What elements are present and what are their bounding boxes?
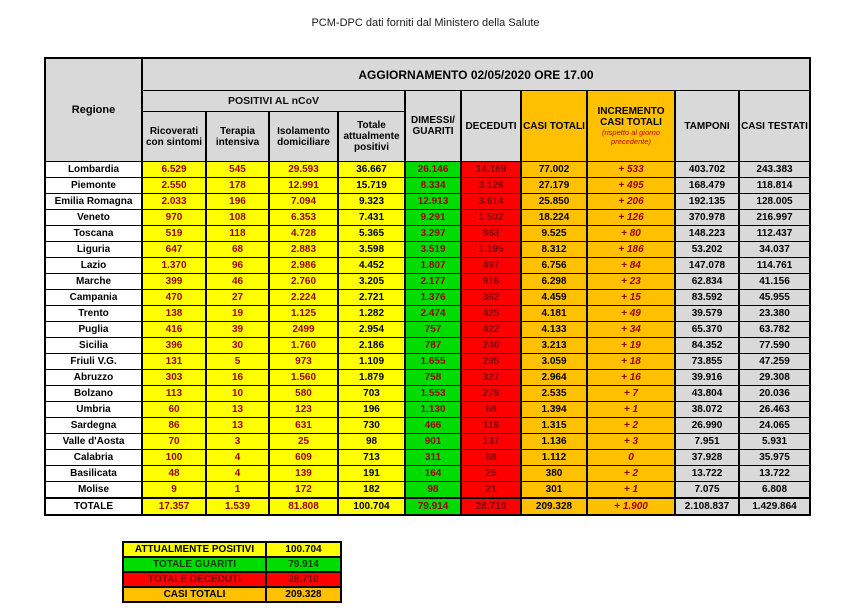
cell-incremento: + 34 — [587, 322, 675, 338]
page-title: PCM-DPC dati forniti dal Ministero della Salute — [311, 17, 540, 29]
cell-incremento: + 18 — [587, 354, 675, 370]
cell-terapia: 13 — [206, 402, 269, 418]
cell-dimessi-guariti: 3.519 — [405, 242, 461, 258]
summary-value: 100.704 — [266, 542, 341, 557]
cell-casi-testati: 77.590 — [739, 338, 810, 354]
region-cell: Valle d'Aosta — [45, 434, 142, 450]
cell-dimessi-guariti: 758 — [405, 370, 461, 386]
cell-casi-totali: 8.312 — [521, 242, 587, 258]
cell-terapia: 10 — [206, 386, 269, 402]
cell-casi-totali: 6.298 — [521, 274, 587, 290]
header-dimessi-guariti: DIMESSI/ GUARITI — [405, 91, 461, 162]
cell-casi-testati: 5.931 — [739, 434, 810, 450]
cell-tamponi: 2.108.837 — [675, 498, 739, 515]
cell-casi-testati: 128.005 — [739, 194, 810, 210]
cell-casi-totali: 18.224 — [521, 210, 587, 226]
cell-tamponi: 168.479 — [675, 178, 739, 194]
cell-dimessi-guariti: 1.553 — [405, 386, 461, 402]
region-cell: Sicilia — [45, 338, 142, 354]
cell-ricoverati: 100 — [142, 450, 206, 466]
cell-deceduti: 327 — [461, 370, 521, 386]
cell-incremento: + 49 — [587, 306, 675, 322]
cell-tamponi: 192.135 — [675, 194, 739, 210]
cell-tamponi: 7.075 — [675, 482, 739, 499]
cell-isolamento: 12.991 — [269, 178, 338, 194]
cell-casi-totali: 4.459 — [521, 290, 587, 306]
cell-tamponi: 62.834 — [675, 274, 739, 290]
cell-deceduti: 28.710 — [461, 498, 521, 515]
cell-casi-totali: 1.394 — [521, 402, 587, 418]
cell-casi-totali: 209.328 — [521, 498, 587, 515]
cell-tamponi: 147.078 — [675, 258, 739, 274]
cell-casi-testati: 112.437 — [739, 226, 810, 242]
cell-terapia: 13 — [206, 418, 269, 434]
cell-deceduti: 21 — [461, 482, 521, 499]
cell-casi-totali: 1.136 — [521, 434, 587, 450]
cell-casi-testati: 63.782 — [739, 322, 810, 338]
cell-isolamento: 2.883 — [269, 242, 338, 258]
cell-deceduti: 362 — [461, 290, 521, 306]
cell-isolamento: 139 — [269, 466, 338, 482]
cell-isolamento: 973 — [269, 354, 338, 370]
cell-dimessi-guariti: 311 — [405, 450, 461, 466]
cell-terapia: 1 — [206, 482, 269, 499]
cell-incremento: 0 — [587, 450, 675, 466]
cell-isolamento: 7.094 — [269, 194, 338, 210]
cell-ricoverati: 70 — [142, 434, 206, 450]
cell-totale-positivi: 1.282 — [338, 306, 405, 322]
region-cell: Campania — [45, 290, 142, 306]
cell-dimessi-guariti: 787 — [405, 338, 461, 354]
cell-totale-positivi: 100.704 — [338, 498, 405, 515]
cell-totale-positivi: 9.323 — [338, 194, 405, 210]
cell-casi-testati: 29.308 — [739, 370, 810, 386]
cell-deceduti: 422 — [461, 322, 521, 338]
region-cell: Emilia Romagna — [45, 194, 142, 210]
region-cell: Puglia — [45, 322, 142, 338]
cell-casi-totali: 25.850 — [521, 194, 587, 210]
cell-ricoverati: 86 — [142, 418, 206, 434]
table-row — [45, 226, 810, 242]
cell-totale-positivi: 703 — [338, 386, 405, 402]
cell-deceduti: 425 — [461, 306, 521, 322]
cell-casi-totali: 2.535 — [521, 386, 587, 402]
cell-totale-positivi: 1.879 — [338, 370, 405, 386]
header-terapia: Terapia intensiva — [206, 112, 269, 162]
table-body — [45, 162, 810, 516]
table-row — [45, 306, 810, 322]
cell-terapia: 46 — [206, 274, 269, 290]
cell-isolamento: 25 — [269, 434, 338, 450]
summary-label: TOTALE GUARITI — [123, 557, 266, 572]
cell-dimessi-guariti: 2.474 — [405, 306, 461, 322]
cell-deceduti: 279 — [461, 386, 521, 402]
cell-incremento: + 84 — [587, 258, 675, 274]
cell-dimessi-guariti: 12.913 — [405, 194, 461, 210]
table-row — [45, 370, 810, 386]
cell-isolamento: 1.560 — [269, 370, 338, 386]
summary-row — [123, 557, 341, 572]
cell-ricoverati: 2.550 — [142, 178, 206, 194]
header-regione: Regione — [45, 58, 142, 162]
cell-ricoverati: 131 — [142, 354, 206, 370]
cell-isolamento: 2.760 — [269, 274, 338, 290]
cell-tamponi: 37.928 — [675, 450, 739, 466]
cell-totale-positivi: 4.452 — [338, 258, 405, 274]
cell-ricoverati: 970 — [142, 210, 206, 226]
cell-casi-testati: 26.463 — [739, 402, 810, 418]
table-row — [45, 354, 810, 370]
cell-dimessi-guariti: 466 — [405, 418, 461, 434]
cell-isolamento: 609 — [269, 450, 338, 466]
cell-isolamento: 81.808 — [269, 498, 338, 515]
table-row — [45, 418, 810, 434]
region-cell: Umbria — [45, 402, 142, 418]
cell-incremento: + 23 — [587, 274, 675, 290]
cell-dimessi-guariti: 1.807 — [405, 258, 461, 274]
cell-tamponi: 53.202 — [675, 242, 739, 258]
table-row — [45, 402, 810, 418]
cell-tamponi: 73.855 — [675, 354, 739, 370]
cell-casi-totali: 4.133 — [521, 322, 587, 338]
cell-ricoverati: 6.529 — [142, 162, 206, 178]
cell-isolamento: 1.760 — [269, 338, 338, 354]
region-cell: TOTALE — [45, 498, 142, 515]
summary-label: ATTUALMENTE POSITIVI — [123, 542, 266, 557]
cell-isolamento: 1.125 — [269, 306, 338, 322]
cell-dimessi-guariti: 2.177 — [405, 274, 461, 290]
cell-ricoverati: 647 — [142, 242, 206, 258]
cell-tamponi: 7.951 — [675, 434, 739, 450]
cell-incremento: + 15 — [587, 290, 675, 306]
cell-terapia: 118 — [206, 226, 269, 242]
cell-terapia: 1.539 — [206, 498, 269, 515]
cell-casi-testati: 216.997 — [739, 210, 810, 226]
cell-tamponi: 65.370 — [675, 322, 739, 338]
cell-terapia: 16 — [206, 370, 269, 386]
cell-terapia: 30 — [206, 338, 269, 354]
cell-casi-testati: 35.975 — [739, 450, 810, 466]
cell-casi-testati: 20.036 — [739, 386, 810, 402]
cell-incremento: + 126 — [587, 210, 675, 226]
cell-ricoverati: 399 — [142, 274, 206, 290]
cell-totale-positivi: 3.205 — [338, 274, 405, 290]
region-cell: Friuli V.G. — [45, 354, 142, 370]
cell-casi-testati: 13.722 — [739, 466, 810, 482]
region-cell: Trento — [45, 306, 142, 322]
cell-incremento: + 206 — [587, 194, 675, 210]
cell-totale-positivi: 713 — [338, 450, 405, 466]
cell-tamponi: 39.579 — [675, 306, 739, 322]
cell-tamponi: 148.223 — [675, 226, 739, 242]
summary-value: 209.328 — [266, 587, 341, 602]
cell-dimessi-guariti: 1.130 — [405, 402, 461, 418]
cell-terapia: 108 — [206, 210, 269, 226]
header-deceduti: DECEDUTI — [461, 91, 521, 162]
cell-casi-testati: 45.955 — [739, 290, 810, 306]
region-cell: Basilicata — [45, 466, 142, 482]
cell-terapia: 27 — [206, 290, 269, 306]
cell-incremento: + 186 — [587, 242, 675, 258]
region-cell: Calabria — [45, 450, 142, 466]
header-update-date: AGGIORNAMENTO 02/05/2020 ORE 17.00 — [142, 58, 810, 91]
summary-label: TOTALE DECEDUTI — [123, 572, 266, 587]
cell-terapia: 545 — [206, 162, 269, 178]
cell-isolamento: 631 — [269, 418, 338, 434]
header-totale-positivi: Totale attualmente positivi — [338, 112, 405, 162]
cell-totale-positivi: 2.954 — [338, 322, 405, 338]
cell-ricoverati: 113 — [142, 386, 206, 402]
cell-casi-totali: 380 — [521, 466, 587, 482]
cell-casi-totali: 4.181 — [521, 306, 587, 322]
cell-casi-testati: 6.808 — [739, 482, 810, 499]
covid-regions-table — [44, 57, 811, 516]
region-cell: Sardegna — [45, 418, 142, 434]
table-row — [45, 290, 810, 306]
cell-tamponi: 403.702 — [675, 162, 739, 178]
table-row — [45, 450, 810, 466]
table-row — [45, 194, 810, 210]
cell-casi-testati: 41.156 — [739, 274, 810, 290]
cell-ricoverati: 2.033 — [142, 194, 206, 210]
cell-terapia: 68 — [206, 242, 269, 258]
cell-totale-positivi: 36.667 — [338, 162, 405, 178]
cell-dimessi-guariti: 164 — [405, 466, 461, 482]
cell-isolamento: 580 — [269, 386, 338, 402]
cell-totale-positivi: 7.431 — [338, 210, 405, 226]
table-row — [45, 386, 810, 402]
cell-terapia: 4 — [206, 450, 269, 466]
cell-deceduti: 119 — [461, 418, 521, 434]
cell-incremento: + 1.900 — [587, 498, 675, 515]
cell-tamponi: 43.804 — [675, 386, 739, 402]
cell-incremento: + 495 — [587, 178, 675, 194]
table-row — [45, 434, 810, 450]
cell-isolamento: 172 — [269, 482, 338, 499]
table-row — [45, 162, 810, 178]
cell-ricoverati: 519 — [142, 226, 206, 242]
table-row — [45, 274, 810, 290]
summary-value: 28.710 — [266, 572, 341, 587]
table-row — [45, 210, 810, 226]
cell-ricoverati: 470 — [142, 290, 206, 306]
cell-isolamento: 4.728 — [269, 226, 338, 242]
cell-isolamento: 123 — [269, 402, 338, 418]
table-row — [45, 258, 810, 274]
cell-casi-totali: 1.315 — [521, 418, 587, 434]
cell-totale-positivi: 2.721 — [338, 290, 405, 306]
cell-ricoverati: 60 — [142, 402, 206, 418]
region-cell: Lazio — [45, 258, 142, 274]
cell-incremento: + 2 — [587, 466, 675, 482]
cell-isolamento: 2.986 — [269, 258, 338, 274]
cell-casi-testati: 34.037 — [739, 242, 810, 258]
cell-deceduti: 3.614 — [461, 194, 521, 210]
region-cell: Marche — [45, 274, 142, 290]
cell-deceduti: 14.189 — [461, 162, 521, 178]
region-cell: Veneto — [45, 210, 142, 226]
cell-dimessi-guariti: 3.297 — [405, 226, 461, 242]
cell-totale-positivi: 182 — [338, 482, 405, 499]
cell-deceduti: 497 — [461, 258, 521, 274]
cell-deceduti: 88 — [461, 450, 521, 466]
summary-table — [122, 541, 342, 603]
cell-dimessi-guariti: 901 — [405, 434, 461, 450]
cell-tamponi: 13.722 — [675, 466, 739, 482]
cell-tamponi: 370.978 — [675, 210, 739, 226]
cell-casi-testati: 114.761 — [739, 258, 810, 274]
cell-incremento: + 1 — [587, 402, 675, 418]
cell-deceduti: 1.195 — [461, 242, 521, 258]
header-casi-testati: CASI TESTATI — [739, 91, 810, 162]
cell-totale-positivi: 1.109 — [338, 354, 405, 370]
header-incremento-note: (rispetto al giorno precedente) — [602, 128, 660, 146]
cell-dimessi-guariti: 26.146 — [405, 162, 461, 178]
region-cell: Molise — [45, 482, 142, 499]
header-positivi-group: POSITIVI AL nCoV — [142, 91, 405, 112]
cell-ricoverati: 416 — [142, 322, 206, 338]
table-row — [45, 338, 810, 354]
cell-deceduti: 863 — [461, 226, 521, 242]
cell-isolamento: 2499 — [269, 322, 338, 338]
cell-incremento: + 533 — [587, 162, 675, 178]
cell-terapia: 5 — [206, 354, 269, 370]
cell-ricoverati: 396 — [142, 338, 206, 354]
cell-deceduti: 137 — [461, 434, 521, 450]
cell-tamponi: 38.072 — [675, 402, 739, 418]
cell-casi-testati: 243.383 — [739, 162, 810, 178]
cell-dimessi-guariti: 8.334 — [405, 178, 461, 194]
summary-row — [123, 572, 341, 587]
cell-totale-positivi: 5.365 — [338, 226, 405, 242]
cell-incremento: + 3 — [587, 434, 675, 450]
table-row — [45, 242, 810, 258]
cell-casi-testati: 118.814 — [739, 178, 810, 194]
cell-casi-totali: 3.213 — [521, 338, 587, 354]
table-row — [45, 466, 810, 482]
totals-row — [45, 498, 810, 515]
cell-deceduti: 295 — [461, 354, 521, 370]
cell-ricoverati: 48 — [142, 466, 206, 482]
cell-terapia: 96 — [206, 258, 269, 274]
table-row — [45, 482, 810, 499]
cell-dimessi-guariti: 1.655 — [405, 354, 461, 370]
summary-label: CASI TOTALI — [123, 587, 266, 602]
region-cell: Toscana — [45, 226, 142, 242]
cell-deceduti: 240 — [461, 338, 521, 354]
cell-casi-testati: 23.380 — [739, 306, 810, 322]
cell-casi-totali: 9.525 — [521, 226, 587, 242]
cell-ricoverati: 303 — [142, 370, 206, 386]
cell-dimessi-guariti: 1.376 — [405, 290, 461, 306]
cell-incremento: + 7 — [587, 386, 675, 402]
cell-casi-totali: 1.112 — [521, 450, 587, 466]
cell-totale-positivi: 191 — [338, 466, 405, 482]
cell-deceduti: 25 — [461, 466, 521, 482]
cell-casi-totali: 3.059 — [521, 354, 587, 370]
header-ricoverati: Ricoverati con sintomi — [142, 112, 206, 162]
header-casi-totali: CASI TOTALI — [521, 91, 587, 162]
summary-row — [123, 542, 341, 557]
header-tamponi: TAMPONI — [675, 91, 739, 162]
header-isolamento: Isolamento domiciliare — [269, 112, 338, 162]
header-incremento — [587, 91, 675, 162]
cell-totale-positivi: 98 — [338, 434, 405, 450]
cell-dimessi-guariti: 9.291 — [405, 210, 461, 226]
cell-dimessi-guariti: 79.914 — [405, 498, 461, 515]
cell-incremento: + 1 — [587, 482, 675, 499]
cell-terapia: 178 — [206, 178, 269, 194]
cell-incremento: + 2 — [587, 418, 675, 434]
cell-tamponi: 26.990 — [675, 418, 739, 434]
cell-terapia: 3 — [206, 434, 269, 450]
cell-casi-testati: 47.259 — [739, 354, 810, 370]
cell-dimessi-guariti: 98 — [405, 482, 461, 499]
cell-deceduti: 916 — [461, 274, 521, 290]
cell-incremento: + 19 — [587, 338, 675, 354]
region-cell: Piemonte — [45, 178, 142, 194]
cell-ricoverati: 1.370 — [142, 258, 206, 274]
cell-isolamento: 2.224 — [269, 290, 338, 306]
cell-ricoverati: 138 — [142, 306, 206, 322]
cell-casi-totali: 301 — [521, 482, 587, 499]
cell-terapia: 39 — [206, 322, 269, 338]
cell-casi-testati: 24.065 — [739, 418, 810, 434]
cell-terapia: 19 — [206, 306, 269, 322]
region-cell: Bolzano — [45, 386, 142, 402]
cell-casi-totali: 77.002 — [521, 162, 587, 178]
summary-value: 79.914 — [266, 557, 341, 572]
cell-deceduti: 1.502 — [461, 210, 521, 226]
cell-totale-positivi: 730 — [338, 418, 405, 434]
cell-tamponi: 39.916 — [675, 370, 739, 386]
cell-dimessi-guariti: 757 — [405, 322, 461, 338]
cell-isolamento: 29.593 — [269, 162, 338, 178]
summary-row — [123, 587, 341, 602]
cell-terapia: 196 — [206, 194, 269, 210]
cell-totale-positivi: 196 — [338, 402, 405, 418]
cell-deceduti: 68 — [461, 402, 521, 418]
cell-terapia: 4 — [206, 466, 269, 482]
table-row — [45, 178, 810, 194]
summary-body — [123, 542, 341, 602]
cell-isolamento: 6.353 — [269, 210, 338, 226]
cell-tamponi: 83.592 — [675, 290, 739, 306]
cell-casi-testati: 1.429.864 — [739, 498, 810, 515]
cell-totale-positivi: 2.186 — [338, 338, 405, 354]
cell-ricoverati: 9 — [142, 482, 206, 499]
cell-deceduti: 3.126 — [461, 178, 521, 194]
cell-ricoverati: 17.357 — [142, 498, 206, 515]
region-cell: Lombardia — [45, 162, 142, 178]
cell-totale-positivi: 3.598 — [338, 242, 405, 258]
region-cell: Liguria — [45, 242, 142, 258]
table-row — [45, 322, 810, 338]
region-cell: Abruzzo — [45, 370, 142, 386]
cell-incremento: + 80 — [587, 226, 675, 242]
cell-casi-totali: 2.964 — [521, 370, 587, 386]
cell-casi-totali: 27.179 — [521, 178, 587, 194]
cell-totale-positivi: 15.719 — [338, 178, 405, 194]
cell-tamponi: 84.352 — [675, 338, 739, 354]
cell-incremento: + 16 — [587, 370, 675, 386]
header-incremento-label: INCREMENTO CASI TOTALI — [597, 106, 665, 129]
cell-casi-totali: 6.756 — [521, 258, 587, 274]
